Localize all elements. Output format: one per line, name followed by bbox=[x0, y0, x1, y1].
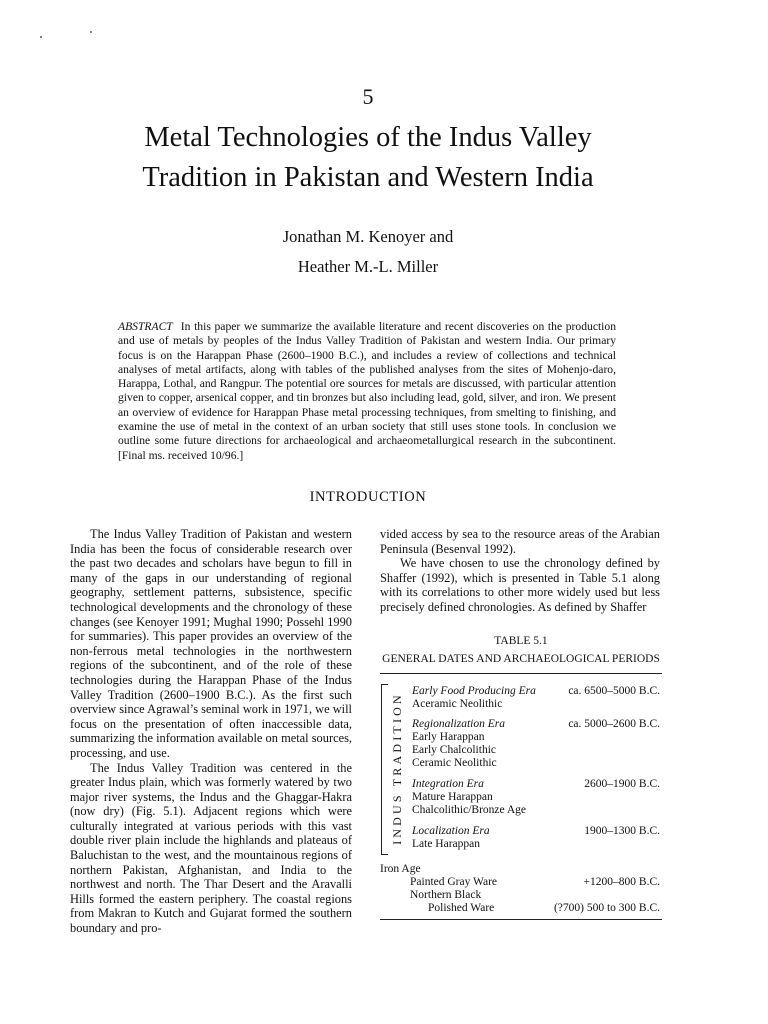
phase-name: Ceramic Neolithic bbox=[412, 757, 497, 769]
era-name: Early Food Producing Era bbox=[412, 685, 536, 697]
ware-name: Painted Gray Ware bbox=[410, 876, 497, 888]
table-title: TABLE 5.1 bbox=[494, 635, 548, 647]
ware-name: Polished Ware bbox=[428, 902, 495, 914]
title-line: Metal Technologies of the Indus Valley bbox=[144, 122, 592, 153]
paragraph: The Indus Valley Tradition was centered in the greater Indus plain, which was formerly watered by two major river systems, the Indus and the Ghaggar-Hakra (now dry) (Fig. 5.1). Adjacent regions which were culturally integrated at various periods with this vast double river plain include the highlands and plateaus of Baluchistan to the west, and the mountainous regions of northern Pakistan, Afghanistan, and India to the northwest and north. The Thar Desert and the Aravalli Hills formed the eastern periphery. The coastal regions from Makran to Kutch and Gujarat formed the southern boundary and pro- bbox=[70, 760, 352, 936]
abstract-label: ABSTRACT bbox=[118, 320, 173, 333]
ware-name: Northern Black bbox=[410, 889, 482, 901]
ware-date: (?700) 500 to 300 B.C. bbox=[553, 902, 660, 914]
abstract-text: In this paper we summarize the available literature and recent discoveries on the production and use of metals by peoples of the Indus Valley Tradition of Pakistan and western India. Our primary focus is on the Harappan Phase (2600–1900 B.C.), and includes a review of collections and technical analyses of metal artifacts, along with tables of the published analyses from the sites of Mohenjo-daro, Harappa, Lothal, and Rangpur. The potential ore sources for metals are discussed, with particular attention given to copper, arsenical copper, and tin bronzes but also including lead, gold, silver, and iron. We present an overview of evidence for Harappan Phase metal processing techniques, from smelting to finishing, and examine the use of metal in the context of an urban society that still uses stone tools. In conclusion we outline some future directions for archaeological and archaeometallurgical research in the subcontinent. [Final ms. received 10/96.] bbox=[118, 320, 616, 462]
table-caption: GENERAL DATES AND ARCHAEOLOGICAL PERIODS bbox=[382, 653, 660, 665]
phase-name: Mature Harappan bbox=[412, 791, 493, 803]
iron-age-label: Iron Age bbox=[380, 863, 421, 875]
abstract bbox=[118, 320, 616, 463]
era-date: ca. 6500–5000 B.C. bbox=[568, 685, 660, 697]
table-rule bbox=[380, 673, 662, 674]
author-name: Heather M.-L. Miller bbox=[297, 257, 439, 276]
chapter-number: 5 bbox=[362, 84, 374, 109]
scan-speck bbox=[40, 36, 42, 38]
era-name: Integration Era bbox=[412, 778, 484, 790]
body-column-left bbox=[70, 527, 352, 936]
paragraph: The Indus Valley Tradition of Pakistan and western India has been the focus of considerable research over the past two decades and scholars have begun to fill in many of the gaps in our understanding of regional geography, settlement patterns, subsistence, specific technological developments and the chronology of these changes (see Kenoyer 1991; Mughal 1990; Possehl 1990 for summaries). This paper provides an overview of the non-ferrous metal technologies in the northwestern regions of the subcontinent, and of the role of these technologies during the Harappan Phase of the Indus Valley Tradition (2600–1900 B.C.). As the first such overview since Agrawal’s seminal work in 1971, we will focus on the presentation of often inaccessible data, summarizing the information available on metal sources, processing, and use. bbox=[70, 527, 352, 760]
side-label-text: INDUS TRADITION bbox=[389, 691, 404, 845]
title-line: Tradition in Pakistan and Western India bbox=[142, 162, 594, 193]
body-column-right bbox=[380, 527, 660, 615]
paragraph: We have chosen to use the chronology defined by Shaffer (1992), which is presented in Table 5.1 along with its correlations to other more widely used but less precisely defined chronologies. As defined by Shaffer bbox=[380, 556, 660, 614]
era-name: Regionalization Era bbox=[412, 718, 505, 730]
paragraph: vided access by sea to the resource areas of the Arabian Peninsula (Besenval 1992). bbox=[380, 527, 660, 556]
era-date: 2600–1900 B.C. bbox=[584, 778, 660, 790]
scan-speck bbox=[90, 31, 92, 33]
section-heading: INTRODUCTION bbox=[309, 489, 427, 505]
era-date: ca. 5000–2600 B.C. bbox=[568, 718, 660, 730]
author-name: Jonathan M. Kenoyer and bbox=[282, 227, 454, 246]
phase-name: Late Harappan bbox=[412, 838, 481, 850]
era-name: Localization Era bbox=[412, 825, 490, 837]
ware-date: +1200–800 B.C. bbox=[583, 876, 660, 888]
phase-name: Aceramic Neolithic bbox=[412, 698, 503, 710]
table-side-label bbox=[386, 684, 408, 852]
phase-name: Early Harappan bbox=[412, 731, 485, 743]
phase-name: Early Chalcolithic bbox=[412, 744, 496, 756]
era-date: 1900–1300 B.C. bbox=[584, 825, 660, 837]
table-rule bbox=[380, 919, 662, 920]
chapter-title bbox=[60, 118, 676, 198]
phase-name: Chalcolithic/Bronze Age bbox=[412, 804, 527, 816]
